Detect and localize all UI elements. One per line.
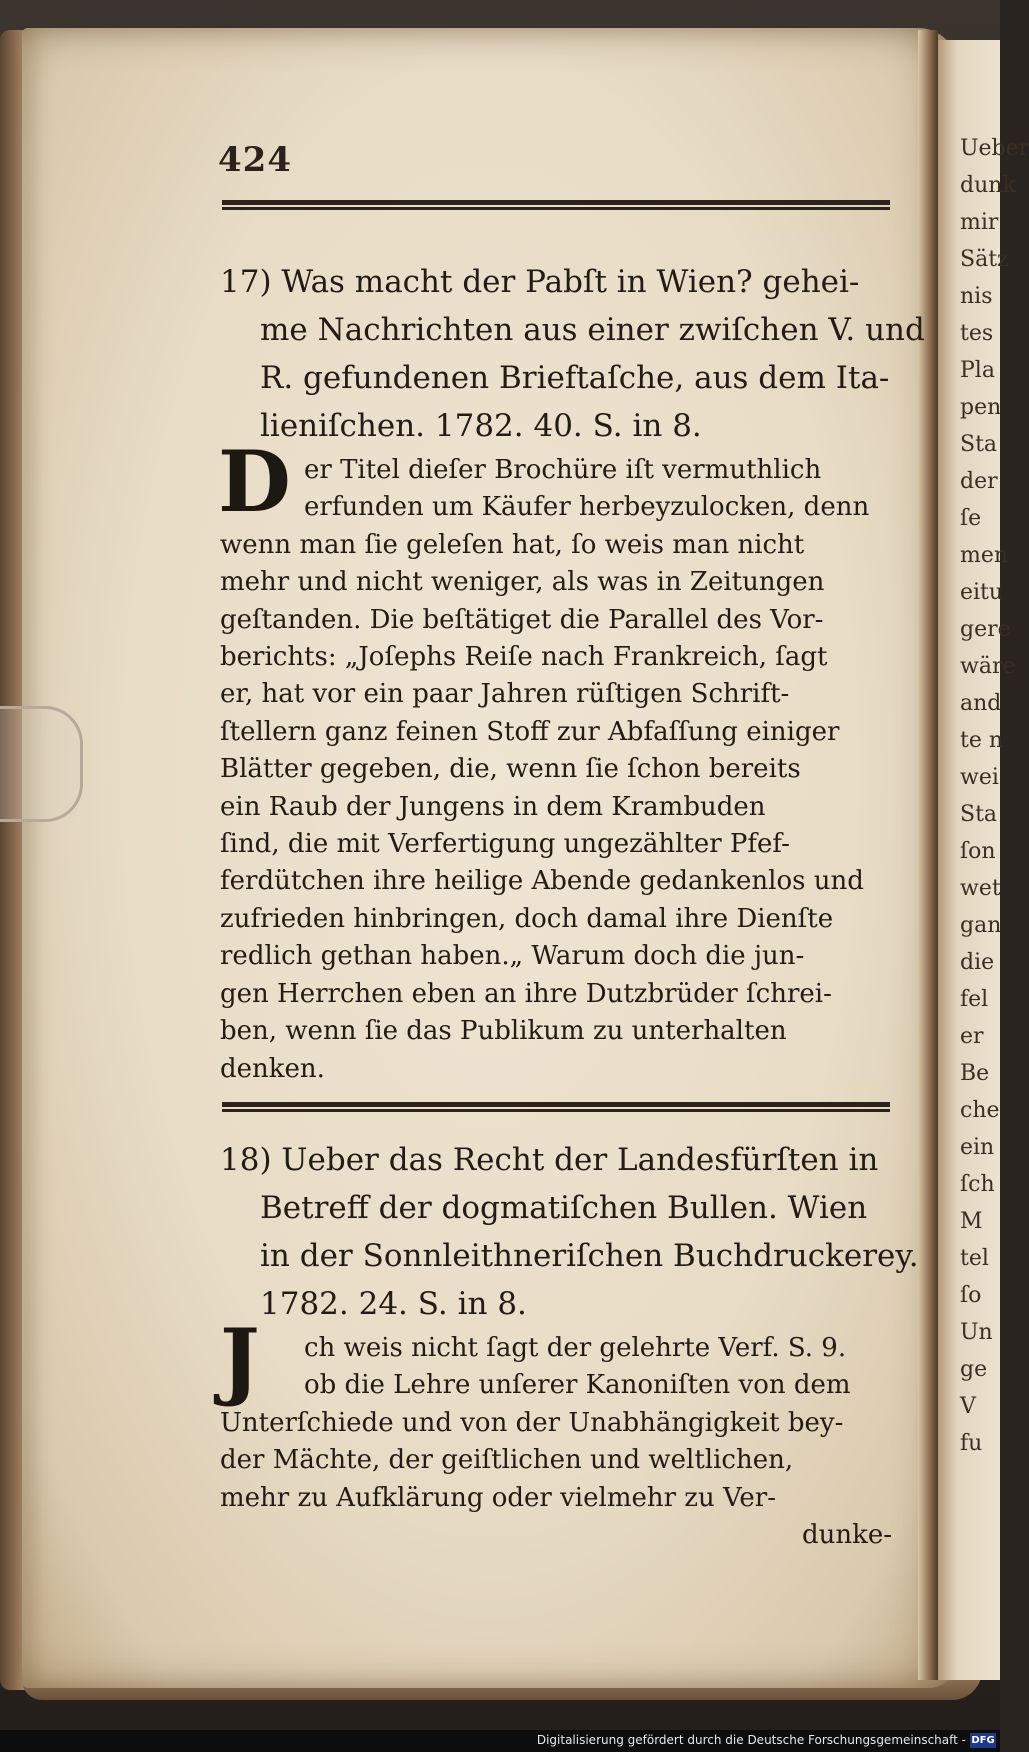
margin-line: men: [960, 543, 1009, 568]
margin-line: ſch: [960, 1172, 995, 1197]
margin-line: tel: [960, 1246, 989, 1271]
heading-line: R. gefundenen Brieftaſche, aus dem Ita-: [260, 360, 890, 396]
text-line: ob die Lehre unſerer Kanoniſten von dem: [304, 1370, 851, 1401]
margin-line: wet: [960, 876, 1001, 901]
margin-line: wei: [960, 765, 999, 790]
bookmark-ribbon: [0, 706, 83, 822]
margin-line: fu: [960, 1431, 983, 1456]
text-line: mehr zu Aufklärung oder vielmehr zu Ver-: [220, 1482, 776, 1513]
text-line: Unterſchiede und von der Unabhängigkeit bey-: [220, 1407, 844, 1438]
heading-line: 17) Was macht der Pabſt in Wien? gehei-: [220, 264, 860, 300]
margin-line: ſe: [960, 506, 982, 531]
margin-line: die: [960, 950, 995, 975]
text-line: zufrieden hinbringen, doch damal ihre Dienſte: [220, 903, 834, 934]
text-line: redlich gethan haben.„ Warum doch die jun-: [220, 941, 805, 972]
text-line: geſtanden. Die beſtätiget die Parallel des Vor-: [220, 604, 824, 635]
text-line: der Mächte, der geiſtlichen und weltlichen,: [220, 1445, 794, 1476]
text-line: wenn man ſie geleſen hat, ſo weis man nicht: [220, 529, 805, 560]
text-line: mehr und nicht weniger, als was in Zeitungen: [220, 567, 825, 598]
margin-line: te n: [960, 728, 1004, 753]
digitization-credit: Digitalisierung gefördert durch die Deutsche Forschungsgemeinschaft -: [536, 1733, 966, 1747]
margin-line: Be: [960, 1061, 990, 1086]
section-rule-top: [222, 200, 890, 210]
margin-line: V: [960, 1394, 976, 1419]
dfg-logo: DFG: [971, 1735, 995, 1746]
book-gutter: [918, 30, 938, 1680]
text-line: ch weis nicht ſagt der gelehrte Verf. S. 9.: [304, 1333, 847, 1363]
margin-line: pen: [960, 395, 1002, 420]
margin-line: ein: [960, 1135, 995, 1160]
heading-line: me Nachrichten aus einer zwiſchen V. und: [260, 312, 925, 348]
margin-line: tes: [960, 321, 994, 346]
margin-line: gere: [960, 617, 1011, 642]
page-number: 424: [218, 140, 292, 180]
margin-line: che: [960, 1098, 1000, 1123]
margin-line: M: [960, 1209, 983, 1234]
heading-line: 18) Ueber das Recht der Landesfürſten in: [220, 1142, 879, 1178]
margin-line: ſo: [960, 1283, 982, 1308]
text-line: denken.: [220, 1053, 325, 1084]
margin-line: and: [960, 691, 1002, 716]
margin-line: er: [960, 1024, 984, 1049]
text-line: er, hat vor ein paar Jahren rüſtigen Schrift-: [220, 679, 790, 710]
margin-line: Ueber: [960, 136, 1029, 161]
text-line: berichts: „Joſephs Reiſe nach Frankreich, ſagt: [220, 642, 828, 673]
margin-line: Sta: [960, 432, 998, 457]
entry-18-review-text: [220, 1330, 900, 1554]
drop-cap-d: D: [218, 432, 291, 531]
margin-line: der: [960, 469, 998, 494]
entry-17-heading: [220, 258, 925, 450]
text-line: ferdütchen ihre heilige Abende gedankenlos und: [220, 866, 864, 897]
text-line: ein Raub der Jungens in dem Krambuden: [220, 791, 766, 822]
section-rule-middle: [222, 1102, 890, 1112]
text-line: ſtellern ganz feinen Stoff zur Abfaſſung einiger: [220, 716, 840, 747]
entry-17-review-text: [220, 452, 900, 1088]
heading-line: 1782. 24. S. in 8.: [260, 1286, 527, 1322]
margin-line: Sätz: [960, 247, 1009, 272]
margin-line: ge: [960, 1357, 988, 1382]
text-line: er Titel dieſer Brochüre iſt vermuthlich: [304, 455, 822, 485]
text-line: Blätter gegeben, die, wenn ſie ſchon bereits: [220, 754, 801, 785]
margin-line: eitu: [960, 580, 1004, 605]
text-line: ben, wenn ſie das Publikum zu unterhalten: [220, 1016, 787, 1047]
margin-line: Pla: [960, 358, 995, 383]
margin-line: wäre: [960, 654, 1016, 679]
margin-line: nis: [960, 284, 993, 309]
heading-line: in der Sonnleithneriſchen Buchdruckerey.: [260, 1238, 919, 1274]
text-line: ſind, die mit Verfertigung ungezählter Pfef-: [220, 829, 790, 860]
margin-line: mir: [960, 210, 999, 235]
text-line: gen Herrchen eben an ihre Dutzbrüder ſchrei-: [220, 978, 832, 1009]
margin-line: Sta: [960, 802, 998, 827]
margin-line: Un: [960, 1320, 993, 1345]
entry-18-heading: [220, 1136, 919, 1328]
margin-line: fel: [960, 987, 989, 1012]
margin-line: dunk: [960, 173, 1016, 198]
drop-cap-j: J: [220, 1310, 260, 1409]
catchword: dunke-: [801, 1520, 892, 1551]
heading-line: lieniſchen. 1782. 40. S. in 8.: [260, 408, 702, 444]
next-page-partial-text: [960, 130, 1029, 1462]
margin-line: gan: [960, 913, 1002, 938]
heading-line: Betreff der dogmatiſchen Bullen. Wien: [260, 1190, 868, 1226]
text-line: erfunden um Käufer herbeyzulocken, denn: [304, 492, 870, 523]
margin-line: ſon: [960, 839, 996, 864]
